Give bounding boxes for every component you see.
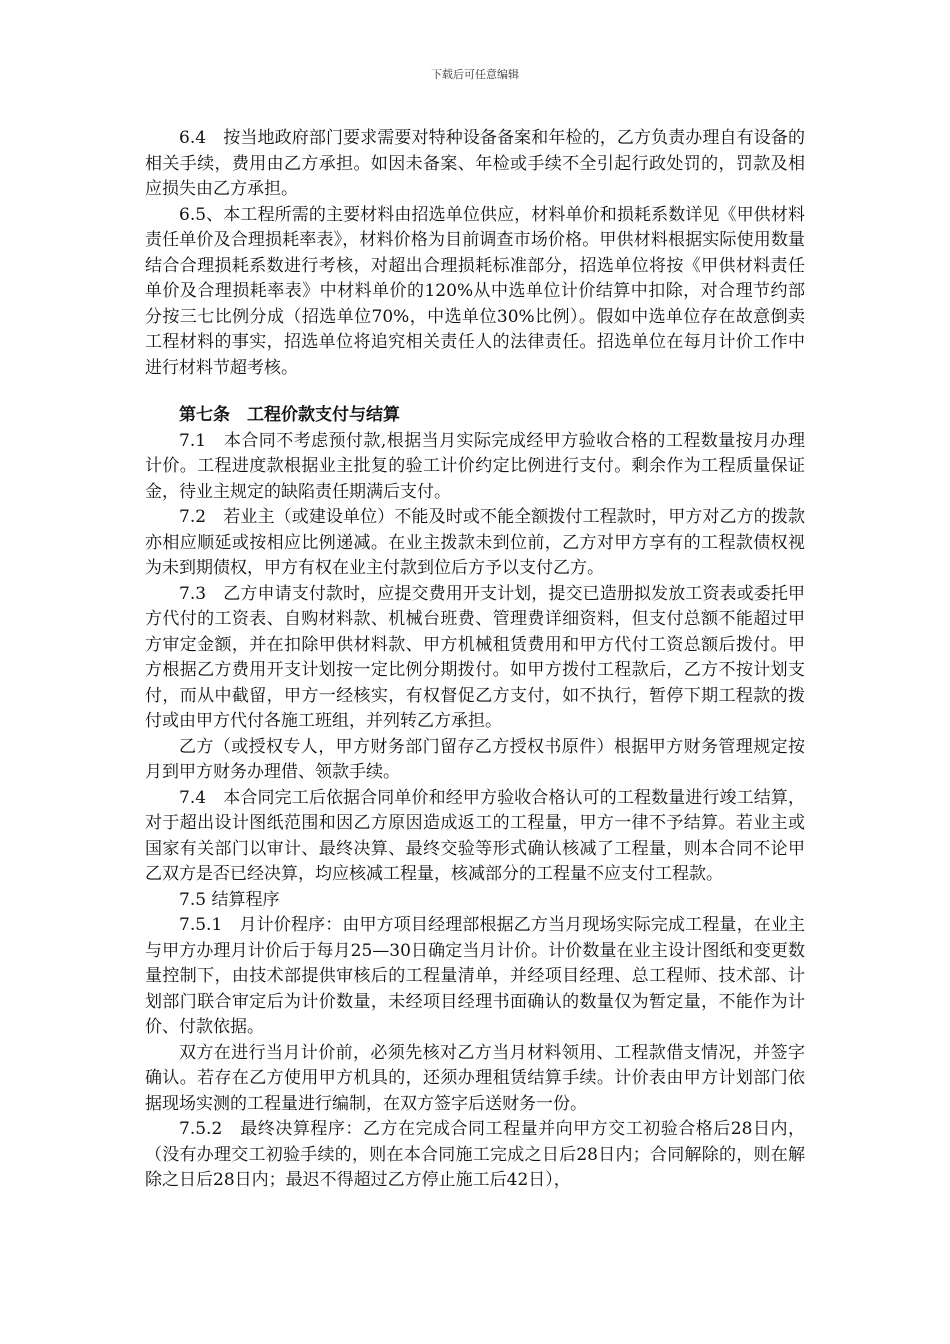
clause-7-3: 7.3 乙方申请支付款时，应提交费用开支计划，提交已造册拟发放工资表或委托甲方代付的工资表、自购材料款、机械台班费、管理费详细资料，但支付总额不能超过甲方审定金额，并在扣除甲供材料款、甲方机械租赁费用和甲方代付工资总额后拨付。甲方根据乙方费用开支计划按一定比例分期拨付。如甲方拨付工程款后，乙方不按计划支付，而从中截留，甲方一经核实，有权督促乙方支付，如不执行，暂停下期工程款的拨付或由甲方代付各施工班组，并列转乙方承担。 [145, 583, 805, 731]
page-header-note: 下载后可任意编辑 [431, 68, 519, 81]
clause-7-4: 7.4 本合同完工后依据合同单价和经甲方验收合格认可的工程数量进行竣工结算，对于超出设计图纸范围和因乙方原因造成返工的工程量，甲方一律不予结算。若业主或国家有关部门以审计、最终决算、最终交验等形式确认核减了工程量，则本合同不论甲乙双方是否已经决算，均应核减工程量，核减部分的工程量不应支付工程款。 [145, 787, 805, 884]
article-7-heading: 第七条 工程价款支付与结算 [179, 405, 400, 425]
clause-7-5-1-note: 双方在进行当月计价前，必须先核对乙方当月材料领用、工程款借支情况，并签字确认。若存在乙方使用甲方机具的，还须办理租赁结算手续。计价表由甲方计划部门依据现场实测的工程量进行编制，在双方签字后送财务一份。 [145, 1042, 805, 1114]
clause-6-4: 6.4 按当地政府部门要求需要对特种设备备案和年检的，乙方负责办理自有设备的相关手续，费用由乙方承担。如因未备案、年检或手续不全引起行政处罚的，罚款及相应损失由乙方承担。 [145, 128, 805, 199]
clause-6-5: 6.5、本工程所需的主要材料由招选单位供应，材料单价和损耗系数详见《甲供材料责任单价及合理损耗率表》，材料价格为目前调查市场价格。甲供材料根据实际使用数量结合合理损耗系数进行考核，对超出合理损耗标准部分，招选单位将按《甲供材料责任单价及合理损耗率表》中材料单价的120%从中选单位计价结算中扣除，对合理节约部分按三七比例分成（招选单位70%，中选单位30%比例）。假如中选单位存在故意倒卖工程材料的事实，招选单位将追究相关责任人的法律责任。招选单位在每月计价工作中进行材料节超考核。 [145, 204, 805, 378]
clause-7-3-note: 乙方（或授权专人，甲方财务部门留存乙方授权书原件）根据甲方财务管理规定按月到甲方财务办理借、领款手续。 [145, 736, 805, 782]
clause-7-5-1: 7.5.1 月计价程序：由甲方项目经理部根据乙方当月现场实际完成工程量，在业主与甲方办理月计价后于每月25—30日确定当月计价。计价数量在业主设计图纸和变更数量控制下，由技术部提供审核后的工程量清单，并经项目经理、总工程师、技术部、计划部门联合审定后为计价数量，未经项目经理书面确认的数量仅为暂定量，不能作为计价、付款依据。 [145, 915, 805, 1037]
clause-7-2: 7.2 若业主（或建设单位）不能及时或不能全额拨付工程款时，甲方对乙方的拨款亦相应顺延或按相应比例递减。在业主拨款未到位前，乙方对甲方享有的工程款债权视为未到期债权，甲方有权在业主付款到位后方予以支付乙方。 [145, 507, 805, 578]
clause-7-5-2: 7.5.2 最终决算程序：乙方在完成合同工程量并向甲方交工初验合格后28日内，（没有办理交工初验手续的，则在本合同施工完成之日后28日内；合同解除的，则在解除之日后28日内；最迟不得超过乙方停止施工后42日）， [145, 1119, 805, 1190]
contract-body [145, 126, 805, 1194]
clause-7-1: 7.1 本合同不考虑预付款,根据当月实际完成经甲方验收合格的工程数量按月办理计价。工程进度款根据业主批复的验工计价约定比例进行支付。剩余作为工程质量保证金，待业主规定的缺陷责任期满后支付。 [145, 430, 805, 502]
clause-7-5-title: 7.5 结算程序 [179, 889, 280, 910]
